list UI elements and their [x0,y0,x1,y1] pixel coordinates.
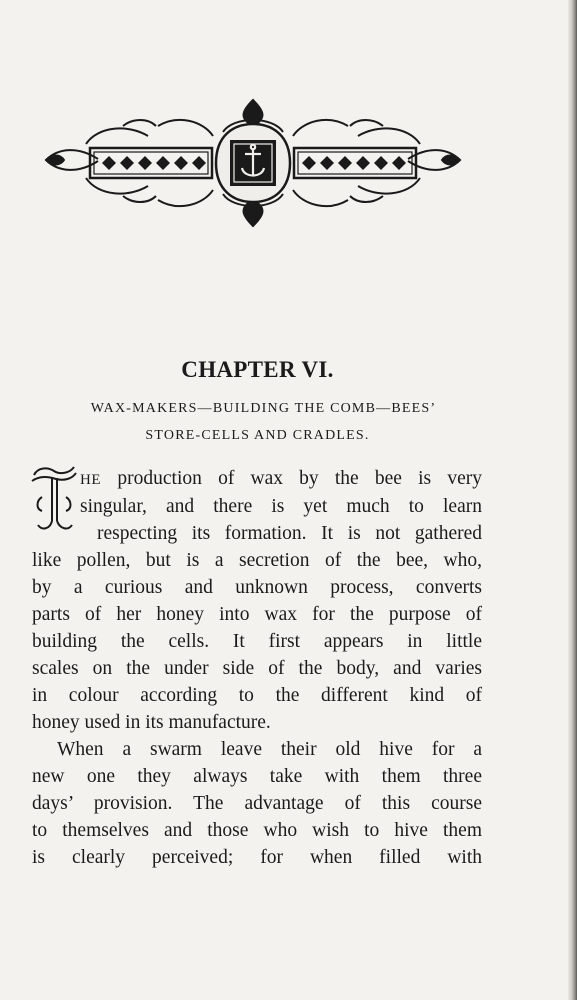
chapter-subtitle-line-2: STORE-CELLS AND CRADLES. [145,428,370,443]
body-line-8: scales on the under side of the body, and varies [32,658,482,679]
body-line-9: in colour according to the different kind of [32,685,482,706]
body-line-11: When a swarm leave their old hive for a [57,739,482,760]
header-ornament [38,96,468,230]
chapter-title: CHAPTER VI. [181,357,334,382]
body-line-4: like pollen, but is a secretion of the bee, who, [32,550,482,571]
body-line-1 [80,466,482,493]
body-line-10: honey used in its manufacture. [32,712,271,733]
body-line-15: is clearly perceived; for when filled with [32,847,482,868]
body-line-7: building the cells. It first appears in little [32,631,482,652]
first-word-smallcaps: HE [80,472,102,488]
body-line-12: new one they always take with them three [32,766,482,787]
first-line-text: production of wax by the bee is very [101,468,482,489]
body-line-5: by a curious and unknown process, converts [32,577,482,598]
page-edge-shadow [568,0,577,1000]
body-line-3: respecting its formation. It is not gathered [97,523,482,544]
body-line-6: parts of her honey into wax for the purpose of [32,604,482,625]
body-line-13: days’ provision. The advantage of this course [32,793,482,814]
chapter-subtitle-line-1: WAX-MAKERS—BUILDING THE COMB—BEES’ [90,401,437,416]
body-line-14: to themselves and those who wish to hive them [32,820,482,841]
body-line-2: singular, and there is yet much to learn [80,496,482,517]
